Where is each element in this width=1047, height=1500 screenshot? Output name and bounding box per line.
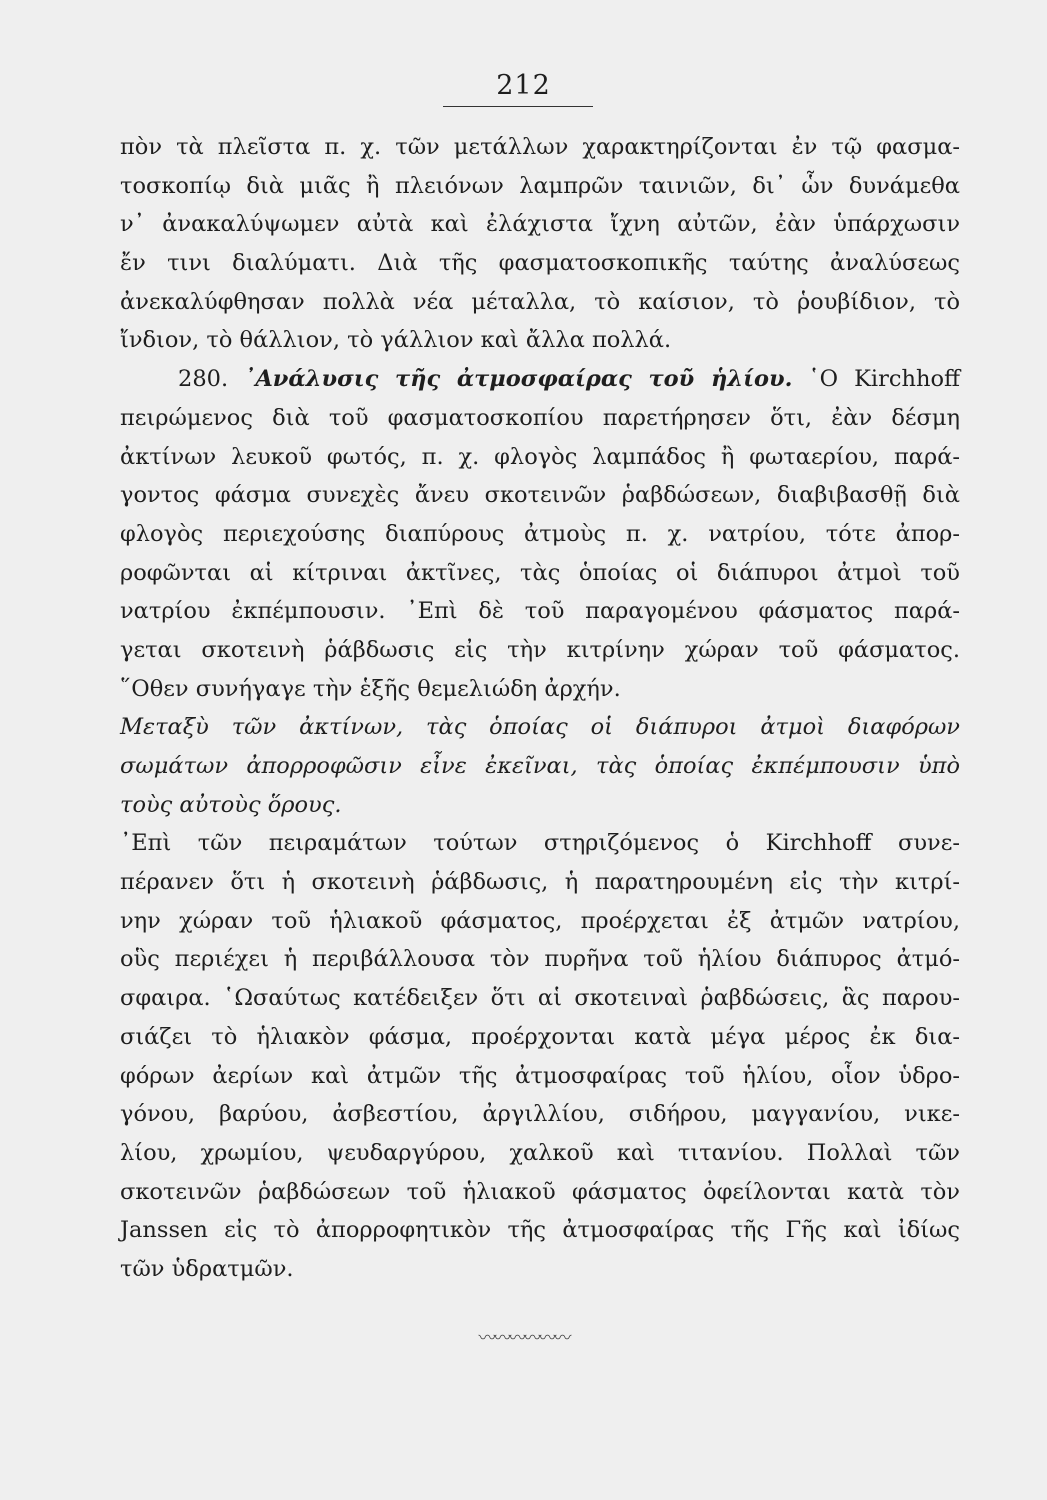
section-heading-line — [120, 360, 960, 399]
text-line: λίου, χρωμίου, ψευδαργύρου, χαλκοῦ καὶ τιτανίου. Πολλαὶ τῶν — [120, 1139, 960, 1166]
text-line: ἔν τινι διαλύματι. Διὰ τῆς φασματοσκοπικῆς ταύτης ἀναλύσεως — [120, 250, 960, 277]
text-line: ἴνδιον, τὸ θάλλιον, τὸ γάλλιον καὶ ἄλλα πολλά. — [120, 327, 672, 354]
text-line: γόνου, βαρύου, ἀσβεστίου, ἀργιλλίου, σιδήρου, μαγγανίου, νικε- — [120, 1101, 960, 1128]
text-line: τοσκοπίῳ διὰ μιᾶς ἢ πλειόνων λαμπρῶν ταινιῶν, δι᾽ ὧν δυνάμεθα — [120, 172, 960, 199]
text-line: ἀκτίνων λευκοῦ φωτός, π. χ. φλογὸς λαμπάδος ἢ φωταερίου, παρά- — [120, 443, 960, 470]
text-line: πὸν τὰ πλεῖστα π. χ. τῶν μετάλλων χαρακτηρίζονται ἐν τῷ φασμα- — [120, 134, 960, 160]
text-line: πειρώμενος διὰ τοῦ φασματοσκοπίου παρετήρησεν ὅτι, ἐὰν δέσμη — [120, 404, 960, 431]
principle-line: σωμάτων ἀπορροφῶσιν εἶνε ἐκεῖναι, τὰς ὁποίας ἐκπέμπουσιν ὑπὸ — [120, 753, 960, 779]
wavy-ornament: 〰〰〰〰〰〰 — [478, 1328, 569, 1349]
header-rule — [443, 106, 593, 107]
text-line: τῶν ὑδρατμῶν. — [120, 1255, 294, 1282]
section-first-line-rest: ῾Ο Kirchhoff — [808, 366, 960, 393]
text-line: ῞Οθεν συνήγαγε τὴν ἑξῆς θεμελιώδη ἀρχήν. — [120, 675, 621, 702]
text-line: σκοτεινῶν ῥαβδώσεων τοῦ ἡλιακοῦ φάσματος ὀφείλονται κατὰ τὸν — [120, 1178, 960, 1205]
text-line: σφαιρα. ῾Ωσαύτως κατέδειξεν ὅτι αἱ σκοτειναὶ ῥαβδώσεις, ἃς παρου- — [120, 985, 960, 1012]
text-line: ν᾽ ἀνακαλύψωμεν αὐτὰ καὶ ἐλάχιστα ἴχνη αὐτῶν, ἐὰν ὑπάρχωσιν — [120, 211, 960, 238]
principle-line: τοὺς αὐτοὺς ὅρους. — [120, 791, 342, 818]
text-line: φόρων ἀερίων καὶ ἀτμῶν τῆς ἀτμοσφαίρας τοῦ ἡλίου, οἷον ὑδρο- — [120, 1062, 960, 1089]
text-line: ἀνεκαλύφθησαν πολλὰ νέα μέταλλα, τὸ καίσιον, τὸ ῥουβίδιον, τὸ — [120, 288, 960, 315]
text-line: ᾽Επὶ τῶν πειραμάτων τούτων στηριζόμενος ὁ Kirchhoff συνε- — [120, 830, 960, 857]
text-line: γεται σκοτεινὴ ῥάβδωσις εἰς τὴν κιτρίνην χώραν τοῦ φάσματος. — [120, 636, 960, 663]
text-line: οὓς περιέχει ἡ περιβάλλουσα τὸν πυρῆνα τοῦ ἡλίου διάπυρος ἀτμό- — [120, 946, 960, 973]
text-line: νατρίου ἐκπέμπουσιν. ᾽Επὶ δὲ τοῦ παραγομένου φάσματος παρά- — [120, 598, 960, 625]
text-line: σιάζει τὸ ἡλιακὸν φάσμα, προέρχονται κατὰ μέγα μέρος ἐκ δια- — [120, 1023, 960, 1050]
principle-line: Μεταξὺ τῶν ἀκτίνων, τὰς ὁποίας οἱ διάπυροι ἀτμοὶ διαφόρων — [120, 714, 960, 741]
page-number: 212 — [496, 70, 551, 101]
text-line: ροφῶνται αἱ κίτριναι ἀκτῖνες, τὰς ὁποίας οἱ διάπυροι ἀτμοὶ τοῦ — [120, 559, 960, 586]
body-text — [120, 128, 960, 1289]
section-heading: ᾽Ανάλυσις τῆς ἀτμοσφαίρας τοῦ ἡλίου. — [244, 366, 793, 393]
text-line: γοντος φάσμα συνεχὲς ἄνευ σκοτεινῶν ῥαβδώσεων, διαβιβασθῇ διὰ — [120, 482, 960, 509]
text-line: νην χώραν τοῦ ἡλιακοῦ φάσματος, προέρχεται ἐξ ἀτμῶν νατρίου, — [120, 907, 960, 934]
text-line: φλογὸς περιεχούσης διαπύρους ἀτμοὺς π. χ. νατρίου, τότε ἀπορ- — [120, 520, 960, 547]
text-line: πέρανεν ὅτι ἡ σκοτεινὴ ῥάβδωσις, ἡ παρατηρουμένη εἰς τὴν κιτρί- — [120, 869, 960, 896]
section-number: 280. — [178, 366, 229, 393]
text-line: Janssen εἰς τὸ ἀπορροφητικὸν τῆς ἀτμοσφαίρας τῆς Γῆς καὶ ἰδίως — [120, 1217, 960, 1244]
